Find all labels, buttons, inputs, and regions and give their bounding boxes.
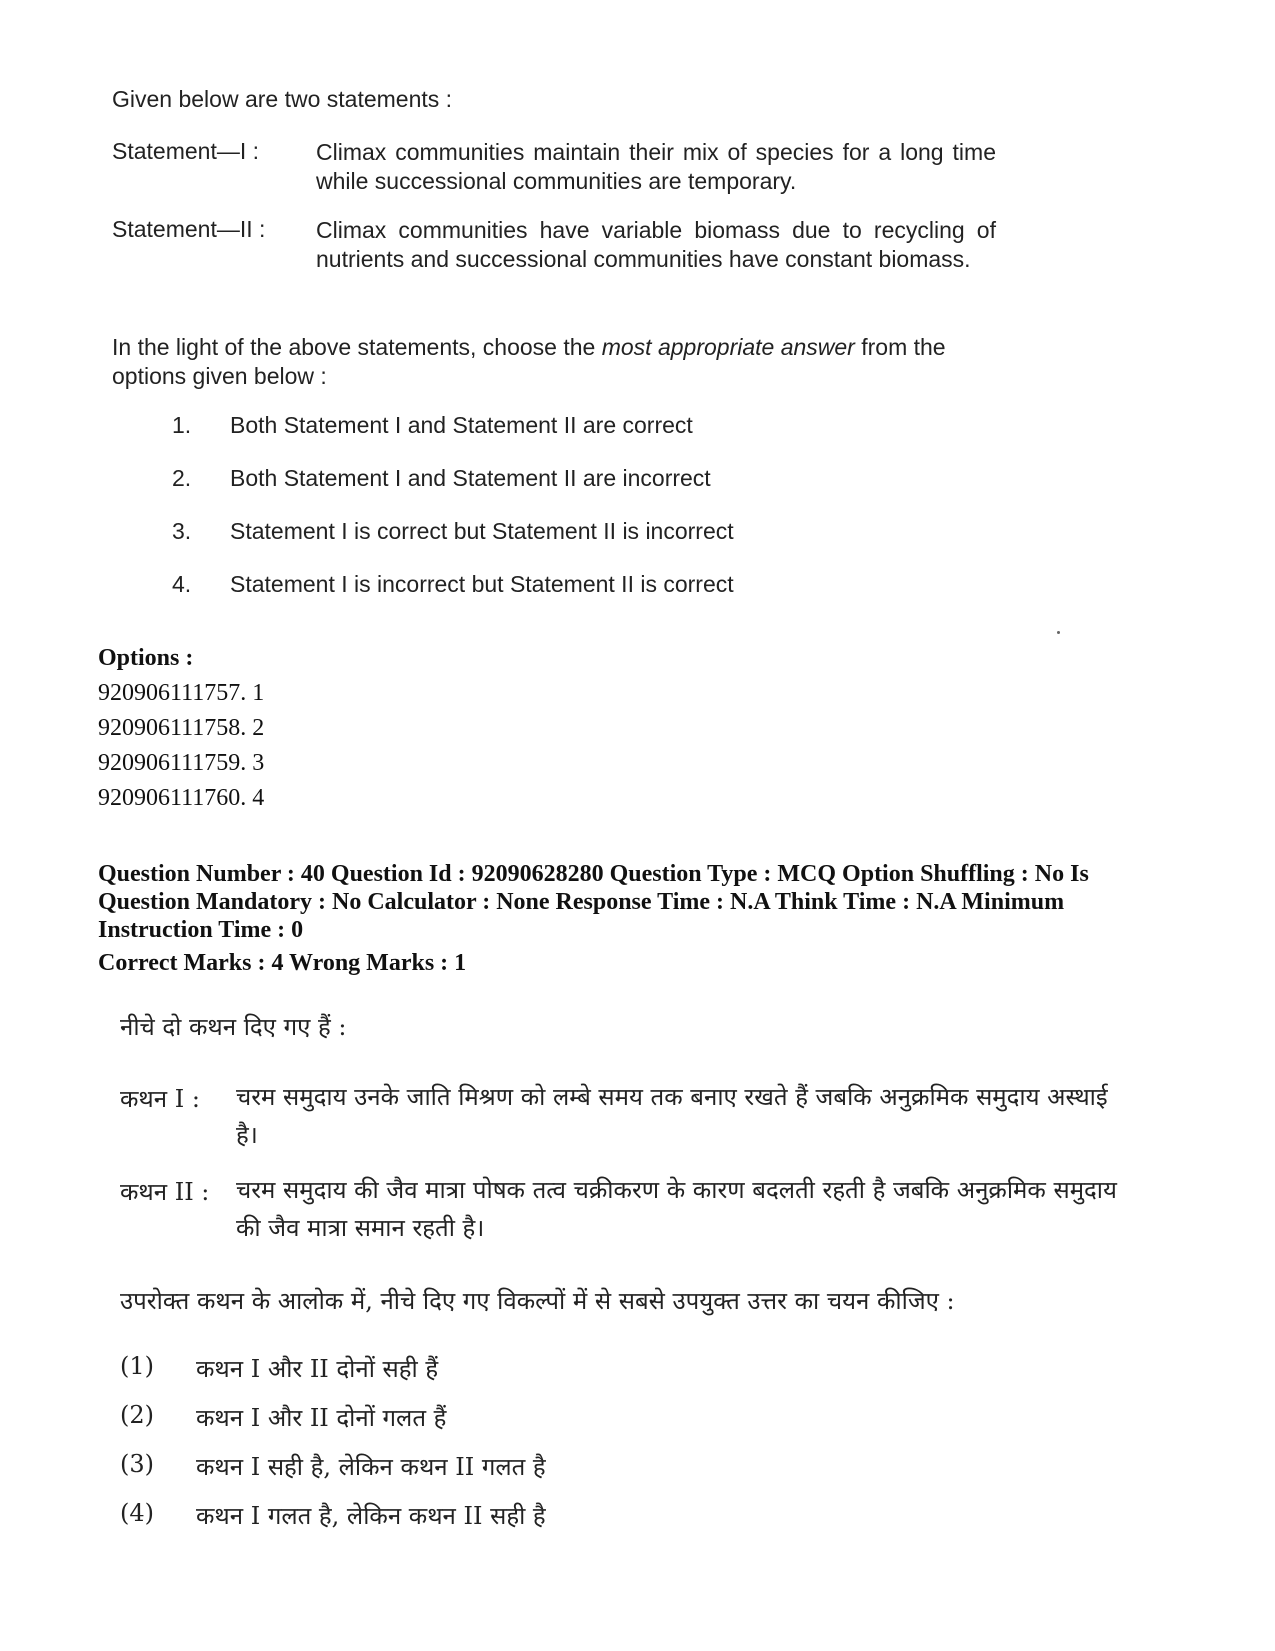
hindi-statement1-text: चरम समुदाय उनके जाति मिश्रण को लम्बे समय तक बनाए रखते हैं जबकि अनुक्रमिक समुदाय अस्थाई है। [236,1083,1108,1149]
option-item: 920906111758. 2 [98,715,265,741]
hindi-intro: नीचे दो कथन दिए गए हैं : [120,1013,347,1041]
hindi-question-prompt: उपरोक्त कथन के आलोक में, नीचे दिए गए विकल्पों में से सबसे उपयुक्त उत्तर का चयन कीजिए : [120,1287,955,1315]
option-item: 920906111757. 1 [98,680,265,706]
english-statement2-text: Climax communities have variable biomass due to recycling of nutrients and successional communities have constant biomass. [316,217,996,272]
marks-info: Correct Marks : 4 Wrong Marks : 1 [98,950,467,976]
stray-dot [1057,631,1060,634]
hindi-choice-text: कथन I गलत है, लेकिन कथन II सही है [196,1502,546,1530]
question-metadata: Question Number : 40 Question Id : 92090628280 Question Type : MCQ Option Shuffling : No Is Question Mandatory : No Calculator : None Response Time : N.A Think Time : N.A Minimum Instruction Time : 0 [98,861,1089,943]
hindi-statement2-text: चरम समुदाय की जैव मात्रा पोषक तत्व चक्रीकरण के कारण बदलती रहती है जबकि अनुक्रमिक समुदाय की जैव मात्रा समान रहती है। [236,1176,1117,1242]
english-statement1-label: Statement—I : [112,138,260,164]
hindi-statement1-label: कथन I : [120,1085,200,1113]
english-statement1-text: Climax communities maintain their mix of species for a long time while successional communities are temporary. [316,139,996,194]
english-choice-text: Statement I is incorrect but Statement II is correct [230,571,734,597]
hindi-choice-text: कथन I और II दोनों सही हैं [196,1355,439,1383]
english-statement2-label: Statement—II : [112,216,266,242]
hindi-choice-number: (3) [120,1450,154,1478]
english-choice-number: 1. [172,412,192,438]
english-choice-text: Both Statement I and Statement II are incorrect [230,465,711,491]
hindi-choice-number: (4) [120,1499,154,1527]
prompt-emphasis: most appropriate answer [601,334,855,360]
prompt-suffix: from the options given below : [112,334,946,389]
hindi-statement2-label: कथन II : [120,1178,210,1206]
option-item: 920906111760. 4 [98,785,265,811]
prompt-prefix: In the light of the above statements, choose the [112,334,602,360]
english-question-prompt [112,333,992,391]
option-item: 920906111759. 3 [98,750,265,776]
hindi-choice-number: (2) [120,1401,154,1429]
english-choice-number: 3. [172,518,192,544]
english-choice-number: 4. [172,571,192,597]
hindi-choice-text: कथन I सही है, लेकिन कथन II गलत है [196,1453,546,1481]
english-choice-text: Both Statement I and Statement II are correct [230,412,693,438]
english-choice-text: Statement I is correct but Statement II is incorrect [230,518,734,544]
hindi-choice-number: (1) [120,1352,154,1380]
english-intro: Given below are two statements : [112,86,453,112]
hindi-choice-text: कथन I और II दोनों गलत हैं [196,1404,447,1432]
options-heading: Options : [98,645,194,671]
english-choice-number: 2. [172,465,192,491]
